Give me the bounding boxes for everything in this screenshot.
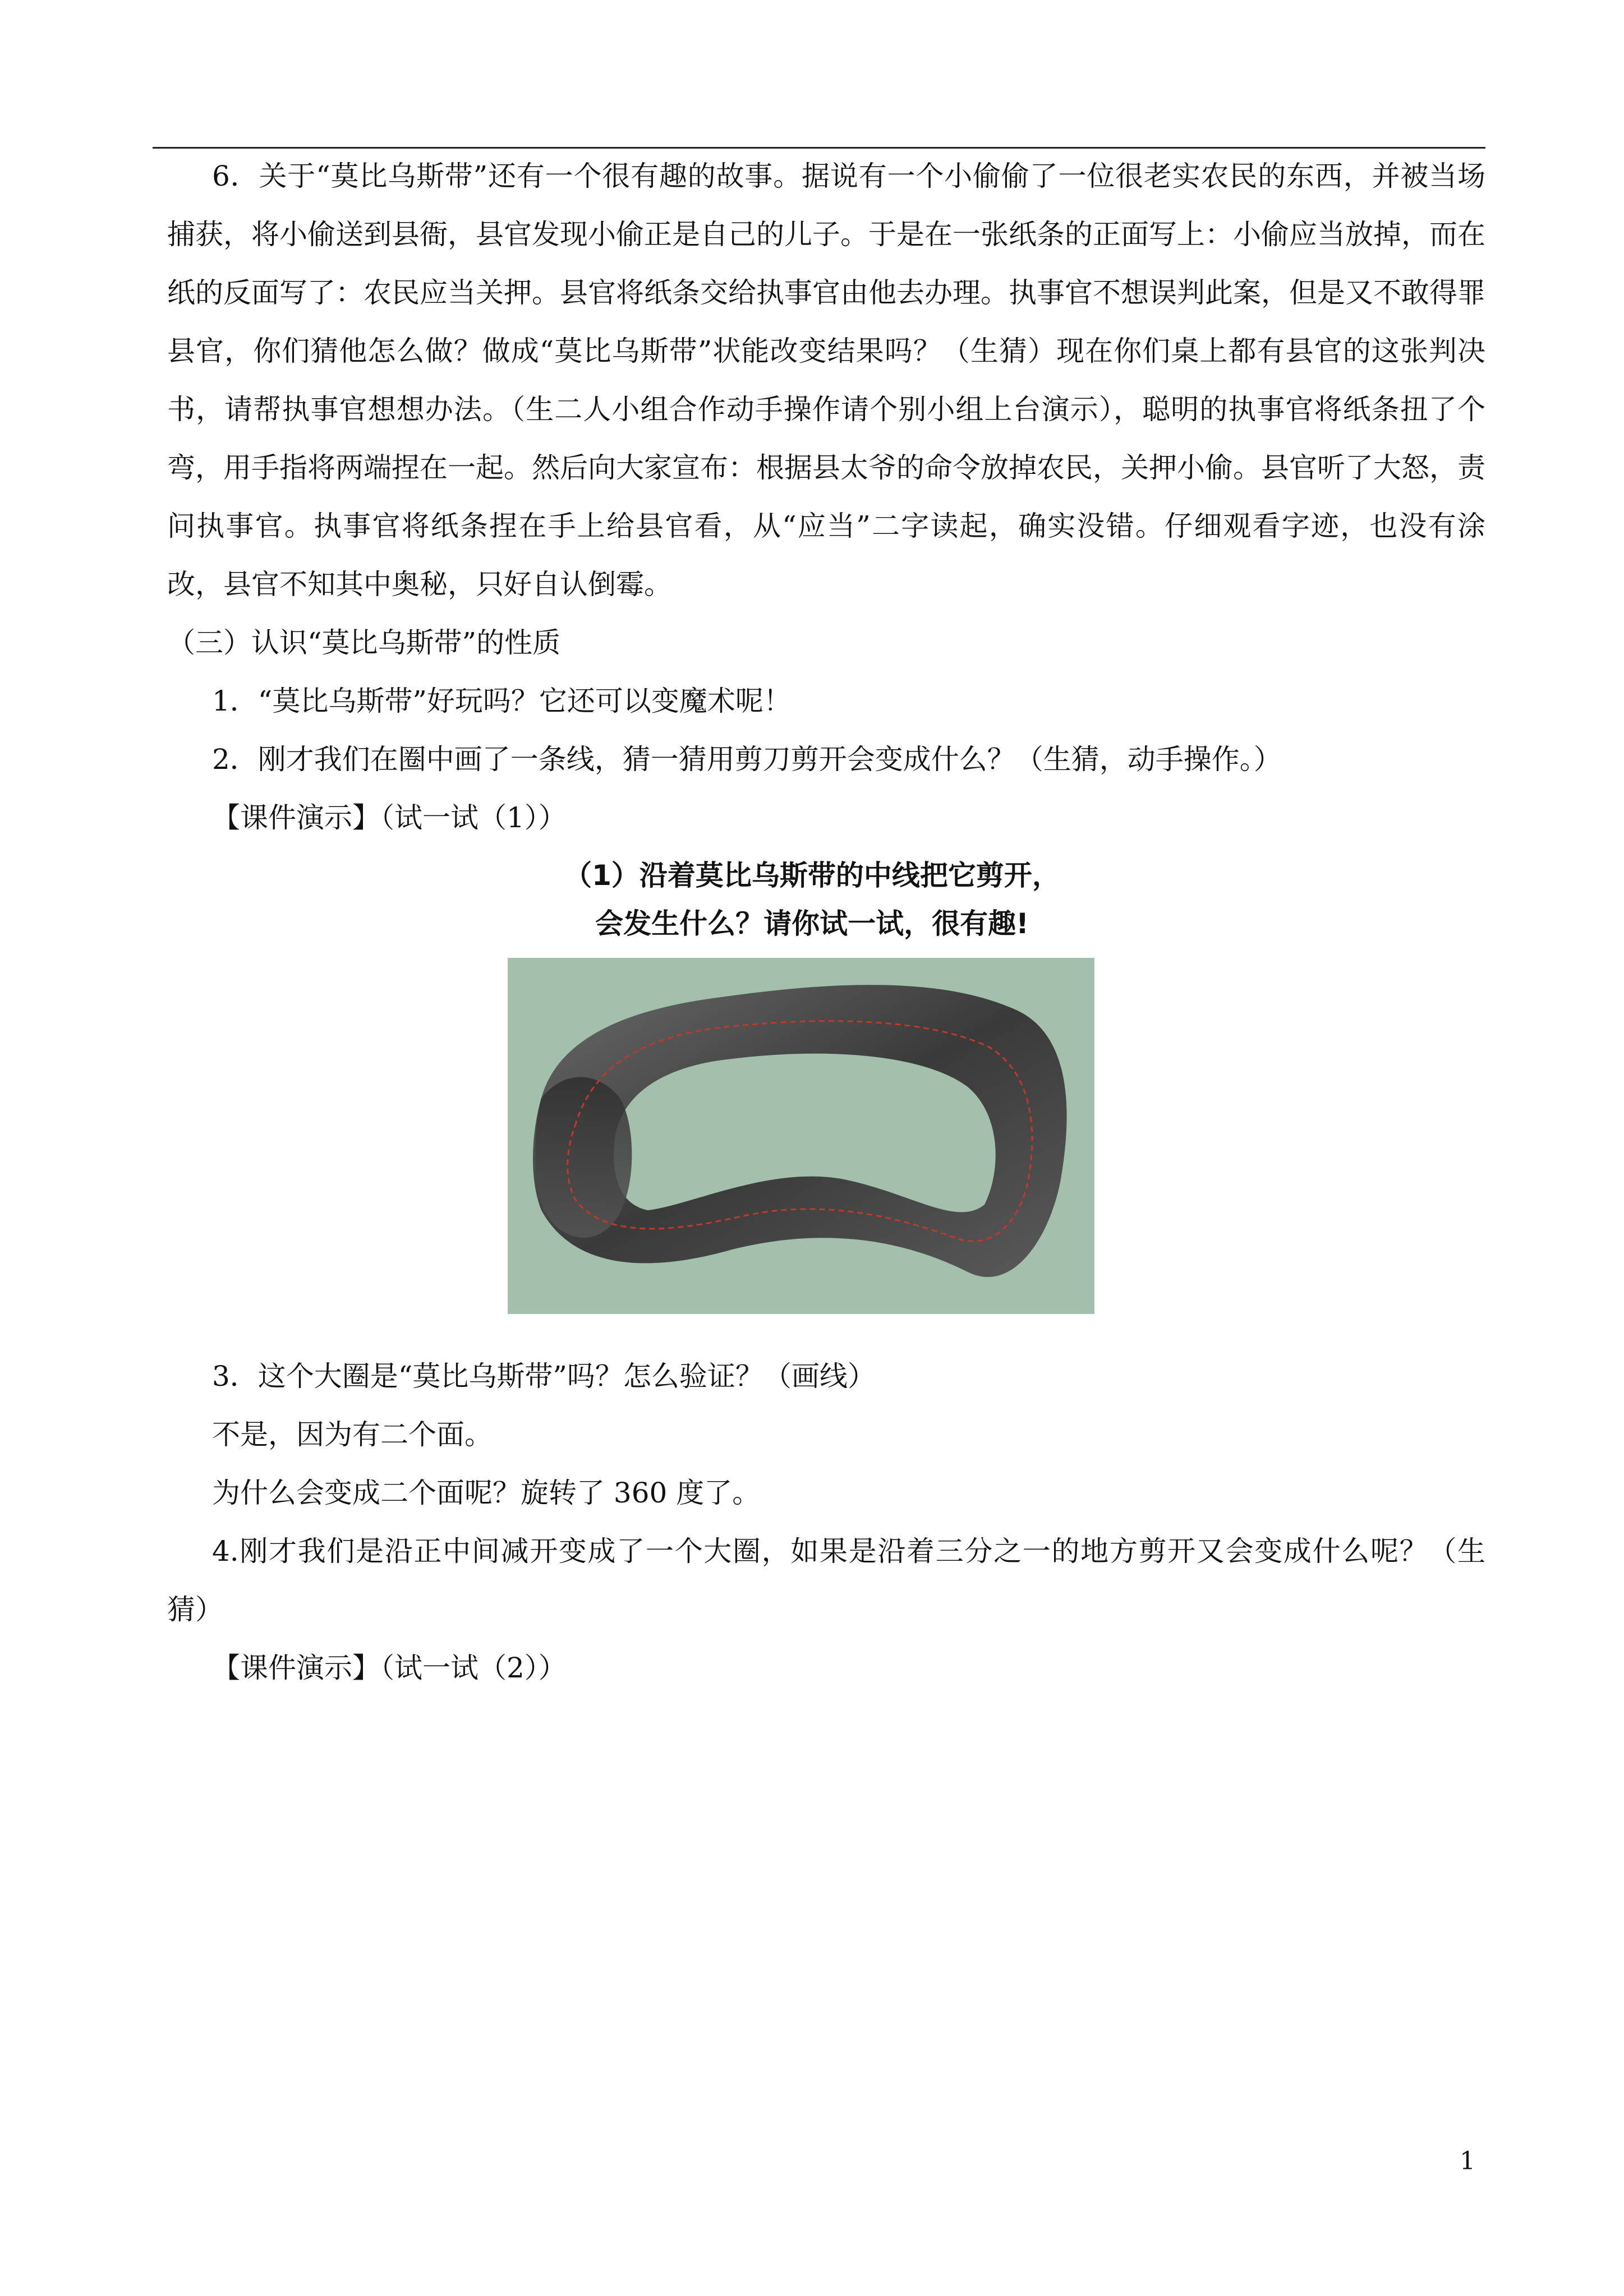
figure-caption-line: 会发生什么？请你试一试，很有趣! bbox=[595, 907, 1029, 940]
page-number: 1 bbox=[1460, 2147, 1475, 2175]
courseware-demo-label: 【课件演示】（试一试（2）） bbox=[212, 1652, 567, 1684]
courseware-demo-label: 【课件演示】（试一试（1）） bbox=[212, 801, 567, 834]
story-paragraph: 6．关于“莫比乌斯带”还有一个很有趣的故事。据说有一个小偷偷了一位很老实农民的东西，并被当场捕获，将小偷送到县衙，县官发现小偷正是自己的儿子。于是在一张纸条的正面写上：小偷应当放掉，而在纸的反面写了：农民应当关押。县官将纸条交给执事官由他去办理。执事官不想误判此案，但是又不敢得罪县官，你们猜他怎么做？做成“莫比乌斯带”状能改变结果吗？（生猜）现在你们桌上都有县官的这张判决书，请帮执事官想想办法。（生二人小组合作动手操作请个别小组上台演示），聪明的执事官将纸条扭了个弯，用手指将两端捏在一起。然后向大家宣布：根据县太爷的命令放掉农民，关押小偷。县官听了大怒，责问执事官。执事官将纸条捏在手上给县官看，从“应当”二字读起，确实没错。仔细观看字迹，也没有涂改，县官不知其中奥秘，只好自认倒霉。 bbox=[167, 160, 1485, 601]
list-item: 1．“莫比乌斯带”好玩吗？它还可以变魔术呢！ bbox=[212, 685, 792, 717]
mobius-strip-image bbox=[508, 958, 1094, 1314]
body-top bbox=[167, 147, 1485, 847]
answer-line: 不是，因为有二个面。 bbox=[212, 1418, 493, 1451]
list-item: 2．刚才我们在圈中画了一条线，猜一猜用剪刀剪开会变成什么？（生猜，动手操作。） bbox=[212, 743, 1282, 776]
section-heading: （三）认识“莫比乌斯带”的性质 bbox=[167, 626, 561, 659]
list-item: 3．这个大圈是“莫比乌斯带”吗？怎么验证？（画线） bbox=[212, 1360, 876, 1393]
band-inner-face bbox=[535, 1077, 632, 1238]
list-item: 4.刚才我们是沿正中间减开变成了一个大圈，如果是沿着三分之一的地方剪开又会变成什么呢？（生猜） bbox=[167, 1535, 1485, 1626]
figure-caption-line: （1）沿着莫比乌斯带的中线把它剪开， bbox=[564, 859, 1060, 892]
body-bottom bbox=[167, 1347, 1485, 1697]
answer-line: 为什么会变成二个面呢？旋转了 360 度了。 bbox=[212, 1477, 761, 1509]
mobius-strip-illustration bbox=[508, 958, 1094, 1314]
figure-caption bbox=[0, 851, 1624, 948]
